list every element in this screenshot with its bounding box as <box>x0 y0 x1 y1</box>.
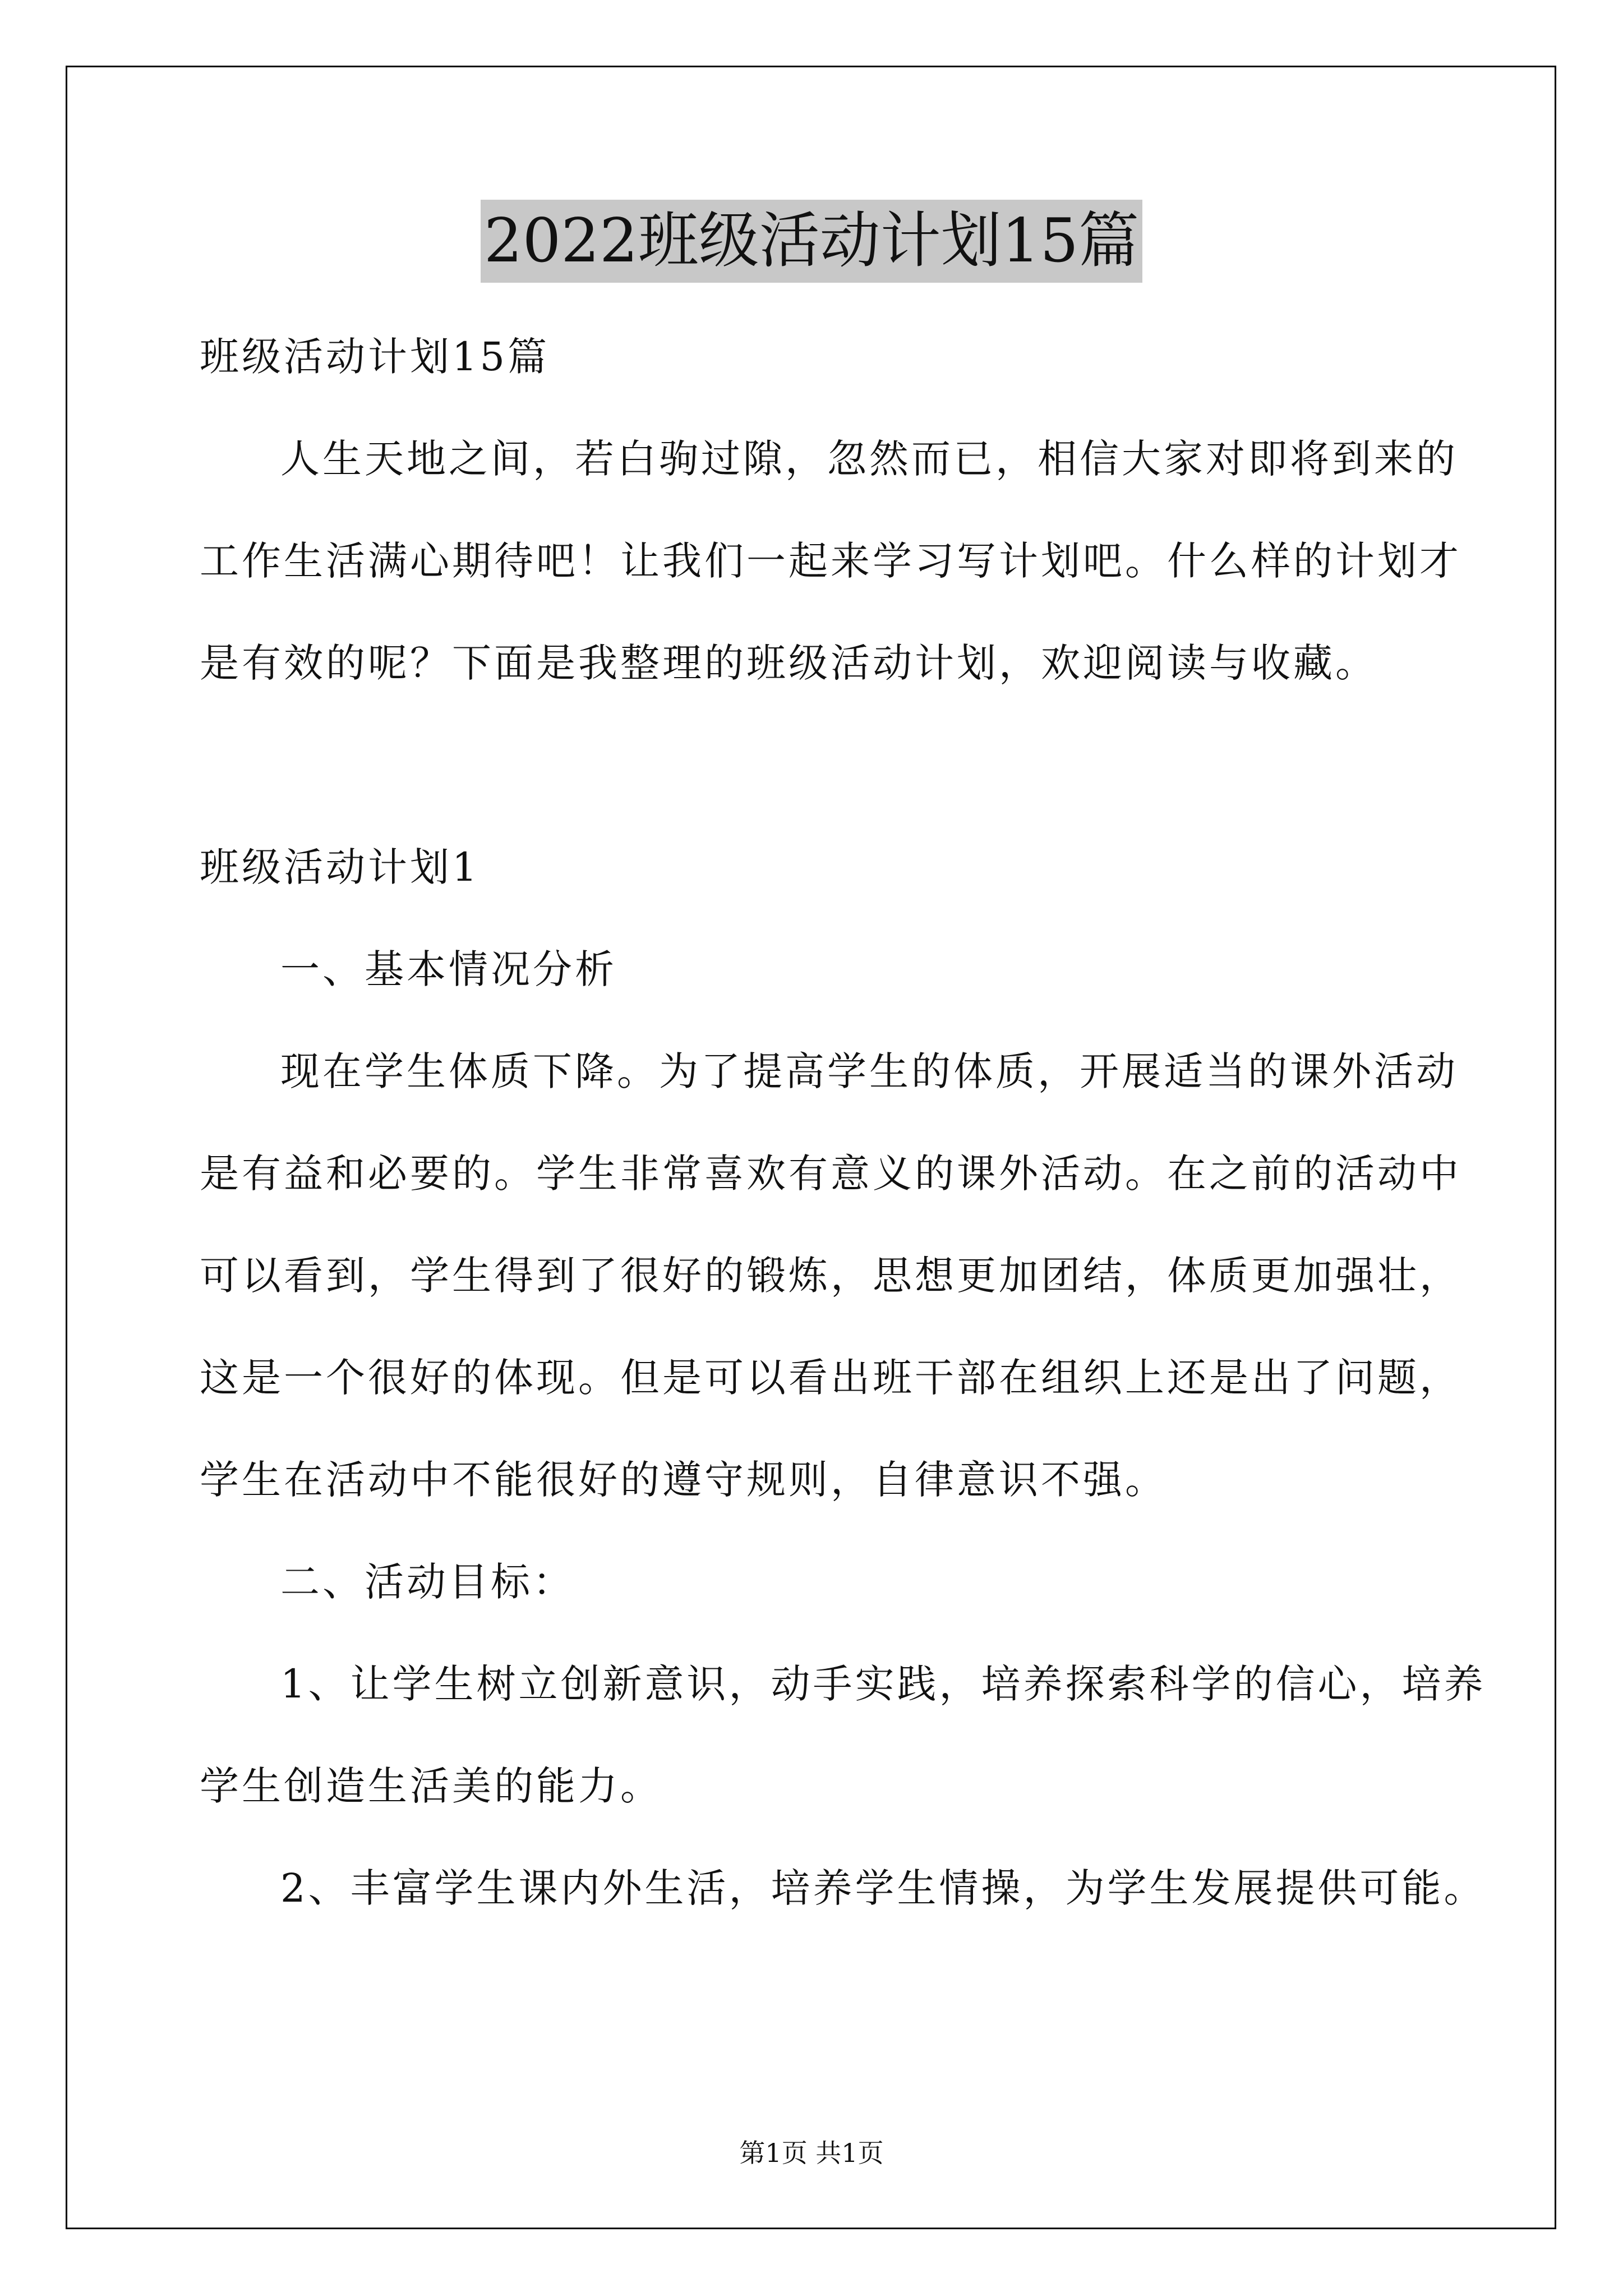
intro-line-2: 工作生活满心期待吧！让我们一起来学习写计划吧。什么样的计划才 <box>200 538 1461 584</box>
paragraph-line: 现在学生体质下降。为了提高学生的体质，开展适当的课外活动 <box>280 1048 1458 1094</box>
subheading-2: 二、活动目标： <box>280 1559 575 1605</box>
paragraph-line: 是有益和必要的。学生非常喜欢有意义的课外活动。在之前的活动中 <box>200 1151 1461 1197</box>
goal-1-line-1: 1、让学生树立创新意识，动手实践，培养探索科学的信心，培养 <box>280 1661 1486 1707</box>
subheading-1: 一、基本情况分析 <box>280 946 617 992</box>
goal-1-line-2: 学生创造生活美的能力。 <box>200 1763 662 1809</box>
page-footer: 第1页 共1页 <box>739 2138 884 2168</box>
subtitle-line: 班级活动计划15篇 <box>200 334 550 380</box>
section-heading: 班级活动计划1 <box>200 844 480 890</box>
intro-line-1: 人生天地之间，若白驹过隙，忽然而已，相信大家对即将到来的 <box>280 436 1458 482</box>
paragraph-line: 这是一个很好的体现。但是可以看出班干部在组织上还是出了问题， <box>200 1355 1461 1401</box>
goal-2-line-1: 2、丰富学生课内外生活，培养学生情操，为学生发展提供可能。 <box>280 1865 1486 1911</box>
paragraph-line: 可以看到，学生得到了很好的锻炼，思想更加团结，体质更加强壮， <box>200 1253 1461 1299</box>
title-wrap <box>0 200 1623 283</box>
document-body <box>200 306 1486 1939</box>
spacer <box>200 714 1433 816</box>
paragraph-line: 学生在活动中不能很好的遵守规则，自律意识不强。 <box>200 1457 1167 1503</box>
document-title: 2022班级活动计划15篇 <box>481 200 1142 283</box>
intro-line-3: 是有效的呢？下面是我整理的班级活动计划，欢迎阅读与收藏。 <box>200 640 1377 686</box>
